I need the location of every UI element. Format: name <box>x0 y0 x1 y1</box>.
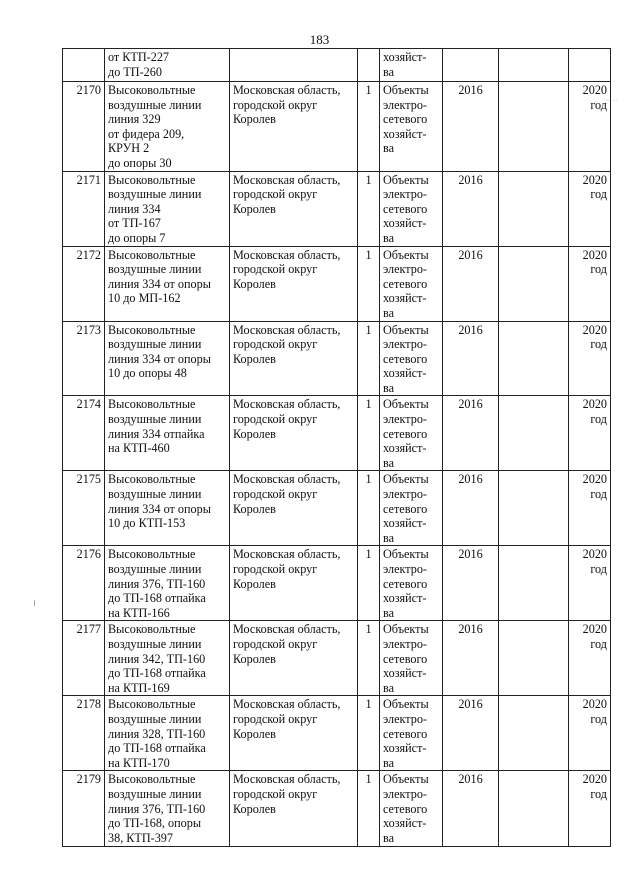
name-line: линия 342, ТП-160 <box>108 651 206 666</box>
type-line: ва <box>383 605 395 620</box>
cell-end-date <box>569 771 611 847</box>
cell-quantity: 1 <box>358 321 380 396</box>
name-line: линия 334 от опоры <box>108 351 211 366</box>
cell-blank <box>499 396 569 471</box>
location-line: Московская область, <box>233 172 341 187</box>
location-line: Московская область, <box>233 83 341 97</box>
location-line: Московская область, <box>233 697 341 712</box>
table-row <box>63 546 611 621</box>
type-line: хозяйст- <box>383 666 427 681</box>
location-line: городской округ <box>233 337 318 352</box>
location-line: Королев <box>233 576 276 591</box>
end-date-line: год <box>590 562 607 576</box>
cell-location <box>230 771 358 847</box>
type-line: ва <box>383 380 395 395</box>
cell-year: 2016 <box>443 396 499 471</box>
cell-location <box>230 171 358 246</box>
end-date-line: год <box>590 262 607 277</box>
name-line: до ТП-168 отпайка <box>108 666 206 681</box>
name-line: до опоры 7 <box>108 230 166 245</box>
end-date-line: 2020 <box>582 247 607 262</box>
name-line: линия 376, ТП-160 <box>108 801 206 816</box>
name-line: воздушные линии <box>108 262 202 277</box>
end-date-line: 2020 <box>582 83 607 97</box>
type-line: электро- <box>383 786 427 801</box>
cell-year: 2016 <box>443 621 499 696</box>
end-date-line: год <box>590 786 607 801</box>
end-date-line: год <box>590 412 607 427</box>
cell-location <box>230 621 358 696</box>
end-date-line: 2020 <box>582 697 607 712</box>
margin-scan-mark: ·-·-· <box>604 98 619 104</box>
name-line: линия 328, ТП-160 <box>108 726 206 741</box>
type-line: электро- <box>383 97 427 112</box>
cell-number: 2175 <box>63 471 105 546</box>
cell-location <box>230 321 358 396</box>
type-line: Объекты <box>383 83 429 97</box>
cell-number: 2171 <box>63 171 105 246</box>
type-line: ва <box>383 680 395 695</box>
type-line: хозяйст- <box>383 591 427 606</box>
end-date-line: 2020 <box>582 472 607 487</box>
cell-name <box>105 696 230 771</box>
location-line: городской округ <box>233 786 318 801</box>
name-line: от ТП-167 <box>108 216 161 231</box>
type-line: сетевого <box>383 201 428 216</box>
location-line: Московская область, <box>233 772 341 787</box>
cell-name <box>105 546 230 621</box>
type-line: хозяйст- <box>383 816 427 831</box>
location-line: Московская область, <box>233 322 341 337</box>
register-table <box>62 48 611 847</box>
table-row <box>63 246 611 321</box>
type-line: ва <box>383 830 395 845</box>
name-line: 38, КТП-397 <box>108 830 173 845</box>
type-line: сетевого <box>383 112 428 127</box>
name-line: КРУН 2 <box>108 141 150 156</box>
name-line: на КТП-460 <box>108 441 170 456</box>
cell-location <box>230 546 358 621</box>
name-line: воздушные линии <box>108 337 202 352</box>
cell-end-date <box>569 621 611 696</box>
cell-number: 2170 <box>63 82 105 172</box>
name-line: на КТП-169 <box>108 680 170 695</box>
name-line: 10 до МП-162 <box>108 291 181 306</box>
cell-year <box>443 49 499 82</box>
cell-quantity: 1 <box>358 621 380 696</box>
table-row <box>63 471 611 546</box>
cell-blank <box>499 771 569 847</box>
cell-name <box>105 771 230 847</box>
end-date-line: год <box>590 97 607 112</box>
cell-end-date <box>569 696 611 771</box>
cell-name <box>105 49 230 82</box>
type-line: электро- <box>383 337 427 352</box>
cell-year: 2016 <box>443 171 499 246</box>
name-line: Высоковольтные <box>108 547 196 562</box>
cell-number: 2174 <box>63 396 105 471</box>
end-date-line: год <box>590 487 607 502</box>
cell-number <box>63 49 105 82</box>
cell-year: 2016 <box>443 771 499 847</box>
type-line: Объекты <box>383 772 429 787</box>
cell-object-type <box>380 246 443 321</box>
margin-scan-tick <box>34 600 35 606</box>
location-line: Московская область, <box>233 472 341 487</box>
cell-quantity: 1 <box>358 696 380 771</box>
type-line: хозяйст- <box>383 216 427 231</box>
cell-blank <box>499 546 569 621</box>
name-line: Высоковольтные <box>108 172 196 187</box>
location-line: Королев <box>233 276 276 291</box>
type-line: Объекты <box>383 247 429 262</box>
type-line: ва <box>383 141 395 156</box>
cell-blank <box>499 49 569 82</box>
cell-name <box>105 471 230 546</box>
type-line: электро- <box>383 711 427 726</box>
cell-year: 2016 <box>443 696 499 771</box>
table-row <box>63 396 611 471</box>
cell-end-date <box>569 82 611 172</box>
table-row-continued <box>63 49 611 82</box>
name-line: воздушные линии <box>108 711 202 726</box>
location-line: Королев <box>233 801 276 816</box>
type-line: сетевого <box>383 276 428 291</box>
cell-end-date <box>569 396 611 471</box>
type-line: ва <box>383 64 395 79</box>
name-line: Высоковольтные <box>108 472 196 487</box>
name-line: до опоры 30 <box>108 155 172 170</box>
type-line: хозяйст- <box>383 50 427 64</box>
location-line: Королев <box>233 351 276 366</box>
type-line: электро- <box>383 187 427 202</box>
location-line: Королев <box>233 501 276 516</box>
cell-blank <box>499 621 569 696</box>
type-line: ва <box>383 230 395 245</box>
type-line: сетевого <box>383 576 428 591</box>
name-line: линия 334 <box>108 201 161 216</box>
cell-blank <box>499 82 569 172</box>
name-line: Высоковольтные <box>108 83 196 97</box>
name-line: Высоковольтные <box>108 397 196 412</box>
cell-end-date <box>569 471 611 546</box>
name-line: линия 334 отпайка <box>108 426 205 441</box>
type-line: Объекты <box>383 472 429 487</box>
location-line: Королев <box>233 426 276 441</box>
location-line: городской округ <box>233 562 318 576</box>
name-line: воздушные линии <box>108 562 202 576</box>
cell-year: 2016 <box>443 321 499 396</box>
name-line: линия 329 <box>108 112 161 127</box>
cell-object-type <box>380 171 443 246</box>
type-line: электро- <box>383 262 427 277</box>
cell-object-type <box>380 771 443 847</box>
end-date-line: 2020 <box>582 547 607 562</box>
cell-location <box>230 82 358 172</box>
end-date-line: год <box>590 711 607 726</box>
name-line: от фидера 209, <box>108 126 185 141</box>
name-line: Высоковольтные <box>108 772 196 787</box>
type-line: хозяйст- <box>383 441 427 456</box>
cell-location <box>230 246 358 321</box>
name-line: воздушные линии <box>108 636 202 651</box>
type-line: Объекты <box>383 172 429 187</box>
type-line: сетевого <box>383 501 428 516</box>
name-line: до ТП-168 отпайка <box>108 591 206 606</box>
location-line: Королев <box>233 651 276 666</box>
name-line: линия 334 от опоры <box>108 501 211 516</box>
cell-end-date <box>569 546 611 621</box>
type-line: Объекты <box>383 397 429 412</box>
name-line: на КТП-166 <box>108 605 170 620</box>
cell-quantity: 1 <box>358 171 380 246</box>
type-line: сетевого <box>383 726 428 741</box>
cell-location <box>230 49 358 82</box>
cell-object-type <box>380 82 443 172</box>
type-line: ва <box>383 305 395 320</box>
name-line: 10 до КТП-153 <box>108 516 186 531</box>
cell-year: 2016 <box>443 546 499 621</box>
cell-object-type <box>380 621 443 696</box>
cell-blank <box>499 471 569 546</box>
table-row <box>63 621 611 696</box>
cell-location <box>230 471 358 546</box>
name-line: от КТП-227 <box>108 50 170 64</box>
type-line: хозяйст- <box>383 291 427 306</box>
table-row <box>63 321 611 396</box>
name-line: до ТП-168 отпайка <box>108 741 206 756</box>
type-line: Объекты <box>383 622 429 637</box>
location-line: городской округ <box>233 97 318 112</box>
table-row <box>63 82 611 172</box>
cell-name <box>105 396 230 471</box>
cell-year: 2016 <box>443 246 499 321</box>
name-line: Высоковольтные <box>108 697 196 712</box>
end-date-line: 2020 <box>582 772 607 787</box>
cell-blank <box>499 171 569 246</box>
location-line: Московская область, <box>233 397 341 412</box>
cell-blank <box>499 321 569 396</box>
location-line: городской округ <box>233 636 318 651</box>
type-line: Объекты <box>383 547 429 562</box>
location-line: Королев <box>233 726 276 741</box>
location-line: городской округ <box>233 487 318 502</box>
type-line: сетевого <box>383 426 428 441</box>
location-line: городской округ <box>233 412 318 427</box>
type-line: электро- <box>383 636 427 651</box>
name-line: воздушные линии <box>108 412 202 427</box>
cell-end-date <box>569 49 611 82</box>
cell-name <box>105 82 230 172</box>
location-line: Московская область, <box>233 247 341 262</box>
table-row <box>63 771 611 847</box>
location-line: городской округ <box>233 262 318 277</box>
location-line: Московская область, <box>233 547 341 562</box>
type-line: хозяйст- <box>383 516 427 531</box>
cell-location <box>230 696 358 771</box>
cell-blank <box>499 246 569 321</box>
type-line: Объекты <box>383 322 429 337</box>
cell-object-type <box>380 49 443 82</box>
end-date-line: год <box>590 337 607 352</box>
cell-number: 2177 <box>63 621 105 696</box>
cell-number: 2176 <box>63 546 105 621</box>
cell-end-date <box>569 321 611 396</box>
cell-quantity: 1 <box>358 82 380 172</box>
cell-blank <box>499 696 569 771</box>
location-line: городской округ <box>233 187 318 202</box>
cell-number: 2179 <box>63 771 105 847</box>
cell-object-type <box>380 696 443 771</box>
type-line: сетевого <box>383 651 428 666</box>
name-line: до ТП-168, опоры <box>108 816 202 831</box>
end-date-line: год <box>590 636 607 651</box>
cell-end-date <box>569 246 611 321</box>
name-line: воздушные линии <box>108 487 202 502</box>
name-line: до ТП-260 <box>108 64 162 79</box>
end-date-line: 2020 <box>582 397 607 412</box>
name-line: Высоковольтные <box>108 622 196 637</box>
type-line: электро- <box>383 487 427 502</box>
type-line: хозяйст- <box>383 741 427 756</box>
type-line: сетевого <box>383 801 428 816</box>
name-line: Высоковольтные <box>108 247 196 262</box>
page-number: 183 <box>309 32 330 47</box>
location-line: Московская область, <box>233 622 341 637</box>
cell-year: 2016 <box>443 471 499 546</box>
end-date-line: 2020 <box>582 172 607 187</box>
type-line: ва <box>383 455 395 470</box>
cell-number: 2178 <box>63 696 105 771</box>
cell-quantity: 1 <box>358 396 380 471</box>
cell-quantity: 1 <box>358 246 380 321</box>
table-row <box>63 171 611 246</box>
cell-year: 2016 <box>443 82 499 172</box>
cell-name <box>105 246 230 321</box>
end-date-line: год <box>590 187 607 202</box>
cell-quantity <box>358 49 380 82</box>
cell-quantity: 1 <box>358 471 380 546</box>
cell-name <box>105 321 230 396</box>
type-line: сетевого <box>383 351 428 366</box>
cell-location <box>230 396 358 471</box>
name-line: Высоковольтные <box>108 322 196 337</box>
name-line: линия 376, ТП-160 <box>108 576 206 591</box>
cell-end-date <box>569 171 611 246</box>
cell-object-type <box>380 471 443 546</box>
name-line: воздушные линии <box>108 187 202 202</box>
name-line: воздушные линии <box>108 97 202 112</box>
cell-quantity: 1 <box>358 771 380 847</box>
cell-object-type <box>380 546 443 621</box>
cell-quantity: 1 <box>358 546 380 621</box>
type-line: ва <box>383 530 395 545</box>
cell-object-type <box>380 396 443 471</box>
name-line: воздушные линии <box>108 786 202 801</box>
name-line: линия 334 от опоры <box>108 276 211 291</box>
name-line: на КТП-170 <box>108 755 170 770</box>
cell-number: 2172 <box>63 246 105 321</box>
location-line: Королев <box>233 112 276 127</box>
table-row <box>63 696 611 771</box>
end-date-line: 2020 <box>582 322 607 337</box>
cell-name <box>105 621 230 696</box>
type-line: хозяйст- <box>383 366 427 381</box>
cell-object-type <box>380 321 443 396</box>
end-date-line: 2020 <box>582 622 607 637</box>
name-line: 10 до опоры 48 <box>108 366 187 381</box>
type-line: хозяйст- <box>383 126 427 141</box>
type-line: ва <box>383 755 395 770</box>
type-line: Объекты <box>383 697 429 712</box>
location-line: городской округ <box>233 711 318 726</box>
cell-number: 2173 <box>63 321 105 396</box>
type-line: электро- <box>383 562 427 576</box>
cell-name <box>105 171 230 246</box>
location-line: Королев <box>233 201 276 216</box>
type-line: электро- <box>383 412 427 427</box>
